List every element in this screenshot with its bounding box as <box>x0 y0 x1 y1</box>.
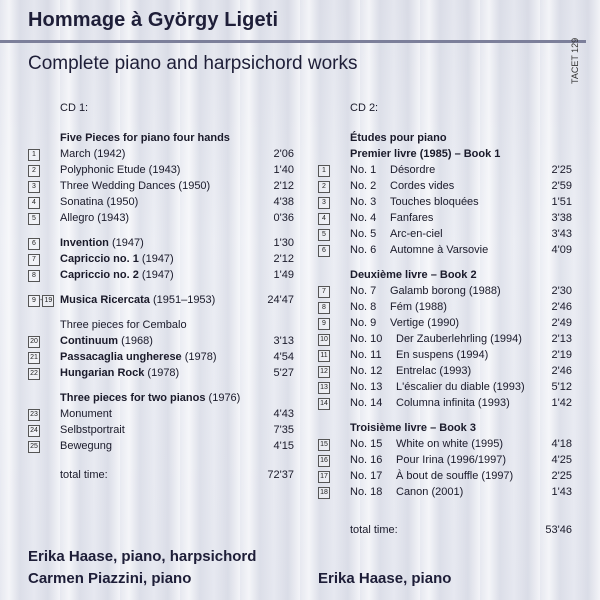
track-row <box>28 235 294 251</box>
track-row <box>28 194 294 210</box>
track-title: Touches bloquées <box>390 196 479 208</box>
track-number-box: 1 <box>28 149 40 161</box>
album-subtitle: Complete piano and harpsichord works <box>28 53 358 74</box>
track-number-box: 5 <box>318 229 330 241</box>
track-label <box>350 194 479 210</box>
track-number-box: 3 <box>28 181 40 193</box>
track-no: No. 15 <box>350 438 383 450</box>
track-label <box>60 406 112 422</box>
track-title: Allegro (1943) <box>60 212 130 224</box>
track-number-box: 8 <box>28 270 40 282</box>
cd1-performers <box>28 546 256 590</box>
track-row <box>318 484 572 500</box>
track-title: Hungarian Rock <box>60 367 145 379</box>
track-number-box: 4 <box>28 197 40 209</box>
track-title: À bout de souffle (1997) <box>396 470 514 482</box>
track-row <box>28 251 294 267</box>
group-title: Deuxième livre – Book 2 <box>350 269 477 281</box>
track-label <box>60 235 144 251</box>
track-no: No. 16 <box>350 454 383 466</box>
track-label <box>350 178 454 194</box>
track-duration: 2'12 <box>273 253 294 265</box>
track-number-box: 22 <box>28 368 40 380</box>
track-title: Galamb borong (1988) <box>390 285 501 297</box>
track-duration: 4'54 <box>273 351 294 363</box>
track-row <box>318 242 572 258</box>
track-title: Der Zauberlehrling (1994) <box>396 333 522 345</box>
track-list <box>28 146 294 226</box>
track-row <box>28 178 294 194</box>
track-row <box>318 347 572 363</box>
track-no: No. 14 <box>350 397 383 409</box>
track-number-box: 15 <box>318 439 330 451</box>
track-number-range: 9 - 19 <box>28 295 54 307</box>
track-number-box: 5 <box>28 213 40 225</box>
track-duration: 5'12 <box>551 381 572 393</box>
track-row <box>28 333 294 349</box>
track-title: Fanfares <box>390 212 434 224</box>
track-row <box>318 226 572 242</box>
track-duration: 2'49 <box>551 317 572 329</box>
track-row <box>28 210 294 226</box>
track-year: (1978) <box>144 367 180 379</box>
track-no: No. 6 <box>350 244 377 256</box>
track-duration: 7'35 <box>273 424 294 436</box>
track-no: No. 9 <box>350 317 377 329</box>
track-list <box>28 406 294 454</box>
track-number-box: 23 <box>28 409 40 421</box>
track-label <box>60 333 153 349</box>
track-title: L'éscalier du diable (1993) <box>396 381 525 393</box>
track-number-box: 6 <box>318 245 330 257</box>
track-number-box: 1 <box>318 165 330 177</box>
track-duration: 1'42 <box>551 397 572 409</box>
track-row <box>318 363 572 379</box>
track-number-box: 18 <box>318 487 330 499</box>
track-label <box>60 422 125 438</box>
track-duration: 2'19 <box>551 349 572 361</box>
track-number-box: 12 <box>318 366 330 378</box>
track-label <box>60 365 179 381</box>
track-duration: 2'46 <box>551 365 572 377</box>
track-title: Three Wedding Dances (1950) <box>60 180 211 192</box>
track-row <box>28 365 294 381</box>
track-duration: 4'18 <box>551 438 572 450</box>
title-rule <box>0 40 586 43</box>
total-time-row <box>318 522 572 538</box>
track-label <box>60 267 174 283</box>
track-title: Columna infinita (1993) <box>396 397 510 409</box>
track-title: Polyphonic Etude (1943) <box>60 164 181 176</box>
cd1-column <box>28 100 294 483</box>
track-no: No. 4 <box>350 212 377 224</box>
track-row <box>318 452 572 468</box>
track-no: No. 18 <box>350 486 383 498</box>
total-time: 72'37 <box>267 469 294 481</box>
track-label <box>60 146 125 162</box>
track-label <box>60 349 217 365</box>
group-title: Premier livre (1985) – Book 1 <box>350 148 501 160</box>
track-title: Capriccio no. 1 <box>60 253 139 265</box>
track-no: No. 8 <box>350 301 377 313</box>
cd2-column <box>318 100 572 538</box>
track-row <box>318 283 572 299</box>
track-label <box>350 226 443 242</box>
track-duration: 1'51 <box>551 196 572 208</box>
track-number-box: 6 <box>28 238 40 250</box>
track-label <box>350 452 506 468</box>
track-number-box: 7 <box>28 254 40 266</box>
track-row <box>28 438 294 454</box>
catalog-number: TACET 129 <box>570 37 580 84</box>
track-duration: 4'15 <box>273 440 294 452</box>
track-number-box: 4 <box>318 213 330 225</box>
track-no: No. 12 <box>350 365 383 377</box>
total-label: total time: <box>60 469 108 481</box>
track-duration: 4'25 <box>551 454 572 466</box>
track-title: Sonatina (1950) <box>60 196 139 208</box>
track-number-box: 24 <box>28 425 40 437</box>
track-duration: 2'59 <box>551 180 572 192</box>
track-row <box>28 406 294 422</box>
track-row <box>318 178 572 194</box>
track-label <box>350 242 488 258</box>
track-no: No. 11 <box>350 349 382 361</box>
track-row <box>318 162 572 178</box>
cd2-heading: CD 2: <box>350 102 379 114</box>
track-number-box: 9 <box>318 318 330 330</box>
track-duration: 0'36 <box>273 212 294 224</box>
track-list <box>28 235 294 283</box>
track-title: Cordes vides <box>390 180 455 192</box>
group-title: Troisième livre – Book 3 <box>350 422 476 434</box>
track-duration: 2'25 <box>551 470 572 482</box>
track-year: (1947) <box>138 269 174 281</box>
track-number-box: 16 <box>318 455 330 467</box>
track-title: Passacaglia ungherese <box>60 351 182 363</box>
track-title: Invention <box>60 237 109 249</box>
track-no: No. 7 <box>350 285 377 297</box>
track-list <box>318 283 572 411</box>
track-row <box>28 146 294 162</box>
track-year: (1978) <box>181 351 217 363</box>
track-list <box>28 333 294 381</box>
track-label <box>350 210 433 226</box>
track-title: Automne à Varsovie <box>390 244 489 256</box>
track-title: En suspens (1994) <box>396 349 489 361</box>
track-number-box: 10 <box>318 334 330 346</box>
cd2-performer: Erika Haase, piano <box>318 570 452 587</box>
track-duration: 2'30 <box>551 285 572 297</box>
album-title: Hommage à György Ligeti <box>28 9 279 31</box>
track-number-box: 7 <box>318 286 330 298</box>
track-duration: 2'13 <box>551 333 572 345</box>
track-duration: 3'38 <box>551 212 572 224</box>
track-label <box>350 484 463 500</box>
track-row <box>318 315 572 331</box>
total-time-row <box>28 467 294 483</box>
track-number-box: 3 <box>318 197 330 209</box>
track-label <box>350 436 503 452</box>
track-label <box>60 162 180 178</box>
track-title: Vertige (1990) <box>390 317 460 329</box>
track-title: Désordre <box>390 164 436 176</box>
track-duration: 4'38 <box>273 196 294 208</box>
track-label <box>60 251 174 267</box>
track-title: Selbstportrait <box>60 424 125 436</box>
track-row <box>318 194 572 210</box>
track-no: No. 2 <box>350 180 377 192</box>
track-duration: 1'49 <box>273 269 294 281</box>
track-number-box: 21 <box>28 352 40 364</box>
track-title: Pour Irina (1996/1997) <box>396 454 507 466</box>
track-label <box>350 395 510 411</box>
track-row <box>318 331 572 347</box>
track-number-box: 11 <box>318 350 330 362</box>
group-title: Three pieces for Cembalo <box>60 319 187 331</box>
total-label: total time: <box>350 524 398 536</box>
track-label <box>60 178 210 194</box>
track-number-box: 17 <box>318 471 330 483</box>
track-label <box>60 194 138 210</box>
track-list <box>318 436 572 500</box>
track-number-box: 13 <box>318 382 330 394</box>
track-row <box>28 422 294 438</box>
track-duration: 2'12 <box>273 180 294 192</box>
track-title: March (1942) <box>60 148 126 160</box>
track-duration: 1'30 <box>273 237 294 249</box>
track-title: Capriccio no. 2 <box>60 269 139 281</box>
track-no: No. 3 <box>350 196 377 208</box>
track-duration: 3'13 <box>273 335 294 347</box>
track-duration: 4'09 <box>551 244 572 256</box>
cd1-heading: CD 1: <box>60 102 89 114</box>
track-no: No. 5 <box>350 228 377 240</box>
track-title: Bewegung <box>60 440 112 452</box>
track-duration: 4'43 <box>273 408 294 420</box>
track-label <box>350 283 501 299</box>
track-list <box>318 162 572 258</box>
track-row <box>318 299 572 315</box>
track-year: (1951–1953) <box>149 294 216 306</box>
track-label <box>350 331 522 347</box>
track-label <box>60 210 129 226</box>
track-row <box>318 436 572 452</box>
track-row <box>28 162 294 178</box>
track-label <box>350 379 525 395</box>
track-row <box>28 349 294 365</box>
track-label <box>350 162 435 178</box>
track-number-box: 14 <box>318 398 330 410</box>
performer-line: Erika Haase, piano, harpsichord <box>28 548 257 565</box>
track-number-box: 2 <box>318 181 330 193</box>
track-title: Canon (2001) <box>396 486 464 498</box>
track-year: (1947) <box>108 237 144 249</box>
track-duration: 24'47 <box>267 294 294 306</box>
track-duration: 2'25 <box>551 164 572 176</box>
track-row <box>318 395 572 411</box>
track-duration: 2'46 <box>551 301 572 313</box>
track-title: White on white (1995) <box>396 438 503 450</box>
performer-line: Carmen Piazzini, piano <box>28 570 192 587</box>
track-number-box: 25 <box>28 441 40 453</box>
track-label <box>350 468 513 484</box>
group-title: Three pieces for two pianos (1976) <box>60 392 241 404</box>
track-label <box>350 315 459 331</box>
group-title: Five Pieces for piano four hands <box>60 132 230 144</box>
track-year: (1947) <box>138 253 174 265</box>
track-label <box>350 299 447 315</box>
track-duration: 1'40 <box>273 164 294 176</box>
track-duration: 1'43 <box>551 486 572 498</box>
track-label <box>60 438 112 454</box>
track-number-box: 20 <box>28 336 40 348</box>
track-year: (1968) <box>118 335 153 347</box>
track-row <box>318 379 572 395</box>
track-row <box>318 210 572 226</box>
track-no: No. 10 <box>350 333 383 345</box>
track-duration: 3'43 <box>551 228 572 240</box>
track-title: Entrelac (1993) <box>396 365 472 377</box>
track-title: Monument <box>60 408 112 420</box>
track-no: No. 1 <box>350 164 377 176</box>
track-number-box: 2 <box>28 165 40 177</box>
track-title: Arc-en-ciel <box>390 228 443 240</box>
track-number-box: 8 <box>318 302 330 314</box>
track-no: No. 13 <box>350 381 383 393</box>
track-label <box>350 347 488 363</box>
track-duration: 2'06 <box>273 148 294 160</box>
track-label <box>350 363 471 379</box>
track-row <box>28 267 294 283</box>
track-title: Fém (1988) <box>390 301 447 313</box>
track-duration: 5'27 <box>273 367 294 379</box>
track-no: No. 17 <box>350 470 383 482</box>
total-time: 53'46 <box>545 524 572 536</box>
track-title: Musica Ricercata <box>60 294 150 306</box>
track-row <box>318 468 572 484</box>
group-title: Études pour piano <box>350 132 447 144</box>
track-row <box>28 292 294 308</box>
track-title: Continuum <box>60 335 119 347</box>
